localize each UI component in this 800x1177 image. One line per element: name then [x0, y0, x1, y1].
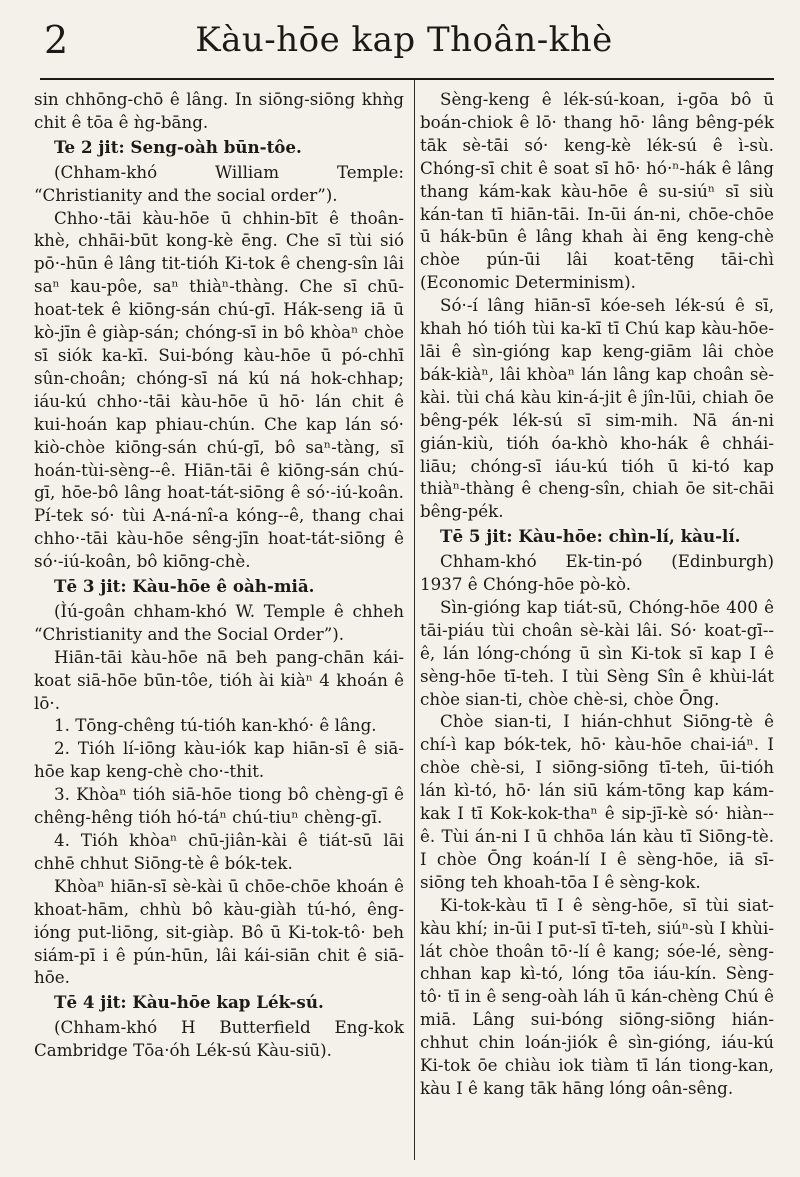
- running-title: Kàu-hōe kap Thoân-khè: [195, 20, 613, 60]
- page-number: 2: [44, 18, 69, 62]
- paragraph: Ki-tok-kàu tī I ê sèng-hōe, sī tùi siat-kàu khí; in-ūi I put-sī tī-teh, siúⁿ-sù I khùi-lát chòe thoân tō·-lí ê kang; sóe-lé, sèng-chhan kap kì-tó, lóng tōa iáu-kín. Sèng-tô· tī in ê seng-oàh láh ū kán-chèng Chú ê miā. Lâng sui-bóng siōng-siōng hián-chhut chin loán-jiók ê sìn-gióng, iáu-kú Ki-tok ōe chiàu iok tiàm tī lán tiong-kan, kàu I ê kang tāk hāng lóng oân-sêng.: [420, 894, 774, 1098]
- list-item: 2. Tióh lí-iōng kàu-iók kap hiān-sī ê siā-hōe kap keng-chè cho·-thit.: [34, 738, 404, 782]
- paragraph: Chham-khó Ek-tin-pó (Edinburgh) 1937 ê Chóng-hōe pò-kò.: [420, 551, 774, 595]
- paragraph: sin chhōng-chō ê lâng. In siōng-siōng khǹg chit ê tōa ê ǹg-bāng.: [34, 89, 404, 132]
- section-heading: Tē 4 jit: Kàu-hōe kap Lék-sú.: [54, 992, 324, 1013]
- header-rule: [40, 78, 774, 80]
- paragraph: (Ìú-goân chham-khó W. Temple ê chheh “Christianity and the Social Order”).: [34, 600, 404, 644]
- right-column: [420, 88, 774, 1100]
- paragraph: Chòe sian-ti, I hián-chhut Siōng-tè ê chí-ì kap bók-tek, hō· kàu-hōe chai-iáⁿ. I chòe chè-si, I siōng-siōng tī-teh, ūi-tióh lán kì-tó, hō· lán siū kám-tōng kap kám-kak I tī Kok-kok-thaⁿ ê sip-jī-kè só· hiàn--ê. Tùi án-ni I ū chhōa lán kàu tī Siōng-tè. I chòe Ōng koán-lí I ê sèng-hōe, iā sī-siōng teh khoah-tōa I ê sèng-kok.: [420, 711, 774, 892]
- list-item: 1. Tōng-chêng tú-tióh kan-khó· ê lâng.: [54, 715, 377, 736]
- section-heading: Te 2 jit: Seng-oàh būn-tôe.: [54, 136, 302, 157]
- paragraph: Sèng-keng ê lék-sú-koan, i-gōa bô ū boán-chiok ê lō· thang hō· lâng bêng-pék tāk sè-tāi só· keng-kè lék-sú ê ì-sù. Chóng-sī chit ê soat sī hō· hó·ⁿ-hák ê lâng thang kám-kak kàu-hōe ê su-siúⁿ sī siù kán-tan tī hiān-tāi. In-ūi án-ni, chōe-chōe ū hák-būn ê lâng khah ài ēng keng-chè chòe pún-ūi lâi koat-tēng tāi-chì (Economic Determinism).: [420, 89, 774, 293]
- paragraph: Só·-í lâng hiān-sī kóe-seh lék-sú ê sī, khah hó tióh tùi ka-kī tī Chú kap kàu-hōe-lāi ê sìn-gióng kap keng-giām lâi chòe bák-kiàⁿ, lâi khòaⁿ lán lâng kap choân sè-kài. tùi chá kàu kin-á-jit ê jîn-lūi, chiah ōe bêng-pék lék-sú sī sim-mih. Nā án-ni gián-kiù, tióh óa-khò kho-hák ê chhái-liāu; chóng-sī iáu-kú tióh ū ki-tó kap thiàⁿ-thàng ê cheng-sîn, chiah ōe sit-chāi bêng-pék.: [420, 295, 774, 522]
- column-divider: [414, 80, 415, 1160]
- paragraph: Hiān-tāi kàu-hōe nā beh pang-chān kái-koat siā-hōe būn-tôe, tióh ài kiàⁿ 4 khoán ê lō·.: [34, 646, 404, 713]
- list-item: 3. Khòaⁿ tióh siā-hōe tiong bô chèng-gī ê chêng-hêng tióh hó-táⁿ chú-tiuⁿ chèng-gī.: [34, 784, 404, 828]
- paragraph: Chho·-tāi kàu-hōe ū chhin-bīt ê thoân-khè, chhāi-būt kong-kè ēng. Che sī tùi sió pō·-hūn ê lâng tit-tióh Ki-tok ê cheng-sîn lâi saⁿ kau-pôe, saⁿ thiàⁿ-thàng. Che sī chū-hoat-tek ê kiōng-sán chú-gī. Hák-seng iā ū kò-jīn ê giàp-sán; chóng-sī in bô khòaⁿ chòe sī siók ka-kī. Sui-bóng kàu-hōe ū pó-chhī sûn-choân; chóng-sī ná kú ná hok-chhap; iáu-kú chho·-tāi kàu-hōe ū hō· lán chit ê kui-hoán kap phiau-chún. Che kap lán só· kiò-chòe kiōng-sán chú-gī, bô saⁿ-tàng, sī hoán-tùi-sèng--ê. Hiān-tāi ê kiōng-sán chú-gī, hōe-bô lâng hoat-tát-siōng ê só·-iú-koân. Pí-tek só· tùi A-ná-nî-a kóng--ê, thang chai chho·-tāi kàu-hōe sêng-jīn hoat-tát-siōng ê só·-iú-koân, bô kiōng-chè.: [34, 207, 404, 572]
- section-heading: Tē 5 jit: Kàu-hōe: chìn-lí, kàu-lí.: [440, 526, 741, 547]
- paragraph: Sìn-gióng kap tiát-sū, Chóng-hōe 400 ê tāi-piáu tùi choân sè-kài lâi. Só· koat-gī--ê, lán lóng-chóng ū sìn Ki-tok sī kap I ê sèng-hōe tī-teh. I tùi Sèng Sîn ê khùi-lát chòe sian-ti, chòe chè-si, chòe Ōng.: [420, 596, 774, 709]
- paragraph: (Chham-khó William Temple: “Christianity and the social order”).: [34, 161, 404, 205]
- page-header: [34, 10, 774, 66]
- left-column: [34, 88, 404, 1062]
- paragraph: Khòaⁿ hiān-sī sè-kài ū chōe-chōe khoán ê khoat-hām, chhù bô kàu-giàh tú-hó, êng-ióng put-liōng, sit-giàp. Bô ū Ki-tok-tô· beh siám-pī i ê pún-hūn, lâi kái-siān chit ê siā-hōe.: [34, 875, 404, 988]
- paragraph: (Chham-khó H Butterfield Eng-kok Cambridge Tōa·óh Lék-sú Kàu-siū).: [34, 1017, 404, 1061]
- section-heading: Tē 3 jit: Kàu-hōe ê oàh-miā.: [54, 576, 315, 597]
- list-item: 4. Tióh khòaⁿ chū-jiân-kài ê tiát-sū lāi chhē chhut Siōng-tè ê bók-tek.: [34, 830, 404, 873]
